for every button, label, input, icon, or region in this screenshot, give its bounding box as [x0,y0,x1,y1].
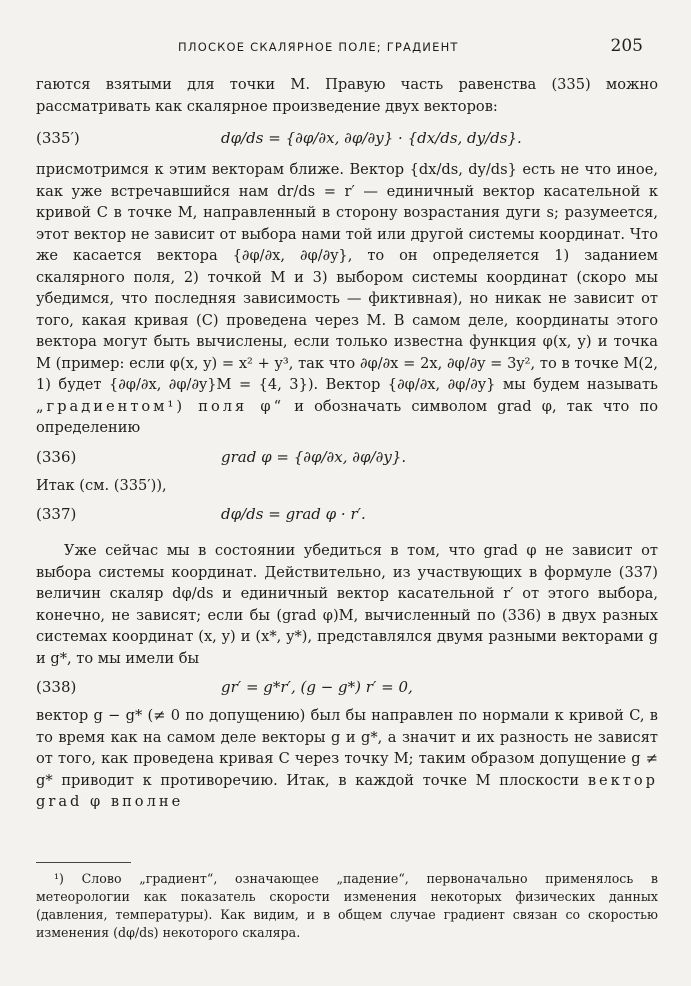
main-text [36,74,658,813]
running-title: ПЛОСКОЕ СКАЛЯРНОЕ ПОЛЕ; ГРАДИЕНТ [178,40,459,54]
paragraph-5-spaced: вектор grad φ вполне [36,771,658,810]
paragraph-2-text: присмотримся к этим векторам ближе. Вектор {dx/ds, dy/ds} есть не что иное, как уже встречавшийся нам dr/ds = r′ — единичный вектор касательной к кривой C в точке M, направленный в сторону возрастания дуги s; разумеется, этот вектор не зависит от выбора нами той или другой системы координат. Что же касается вектора {∂φ/∂x, ∂φ/∂y}, то он определяется 1) заданием скалярного поля, 2) точкой M и 3) выбором системы координат (скоро мы убедимся, что последняя зависимость — фиктивная), но никак не зависит от того, какая кривая (C) проведена через M. В самом деле, координаты этого вектора могут быть вычислены, если только известна функция φ(x, y) и точка M (пример: если φ(x, y) = x² + y³, так что ∂φ/∂x = 2x, ∂φ/∂y = 3y², то в точке M(2, 1) будет {∂φ/∂x, ∂φ/∂y}M = {4, 3}). Вектор {∂φ/∂x, ∂φ/∂y} мы будем называть [36,161,658,393]
footnote: ¹) Слово „градиент“, означающее „падение“, первоначально применялось в метеорологии как показатель скорости изменения некоторых физических данных (давления, температуры). Как видим, и в общем случае градиент связан со скоростью изменения (dφ/ds) некоторого скаляра. [36,871,658,940]
equation-number: (336) [36,447,77,466]
equation-body: dφ/ds = {∂φ/∂x, ∂φ/∂y} · {dx/ds, dy/ds}. [221,129,522,147]
spacer [36,532,658,540]
footnote-rule [36,862,131,863]
equation-body: dφ/ds = grad φ · r′. [221,505,366,523]
paragraph-5 [36,705,658,813]
paragraph-5-text: вектор g − g* (≠ 0 по допущению) был бы направлен по нормали к кривой C, в то время как на самом деле векторы g и g*, а значит и их разность не зависят от того, как проведена кривая C через точку M; таким образом допущение g ≠ g* приводит к противоречию. Итак, в каждой точке M плоскости [36,707,658,789]
equation-number: (335′) [36,129,80,147]
equation-336 [36,439,658,475]
gradient-definition-spaced: „градиентом¹) поля φ“ [36,397,285,415]
page-number: 205 [610,36,643,56]
equation-body: gr′ = g*r′, (g − g*) r′ = 0, [221,678,413,696]
equation-335-prime [36,117,658,159]
page-header [40,36,651,60]
equation-337 [36,496,658,532]
equation-number: (337) [36,505,77,523]
equation-338 [36,669,658,705]
paragraph-4: Уже сейчас мы в состоянии убедиться в том, что grad φ не зависит от выбора системы координат. Действительно, из участвующих в формуле (337) величин скаляр dφ/ds и единичный вектор касательной r′ от этого выбора, конечно, не зависят; если бы (grad φ)M, вычисленный по (336) в двух разных системах координат (x, y) и (x*, y*), представлялся двумя разными векторами g и g*, то мы имели бы [36,542,658,667]
paragraph-2 [36,159,658,439]
equation-number: (338) [36,678,77,696]
paragraph-3: Итак (см. (335′)), [36,476,167,494]
equation-body: grad φ = {∂φ/∂x, ∂φ/∂y}. [221,447,407,466]
paragraph-1: гаются взятыми для точки M. Правую часть равенства (335) можно рассматривать как скалярное произведение двух векторов: [36,76,658,115]
paragraph-2-tail: и обозначать символом grad φ, так что по определению [36,397,659,436]
